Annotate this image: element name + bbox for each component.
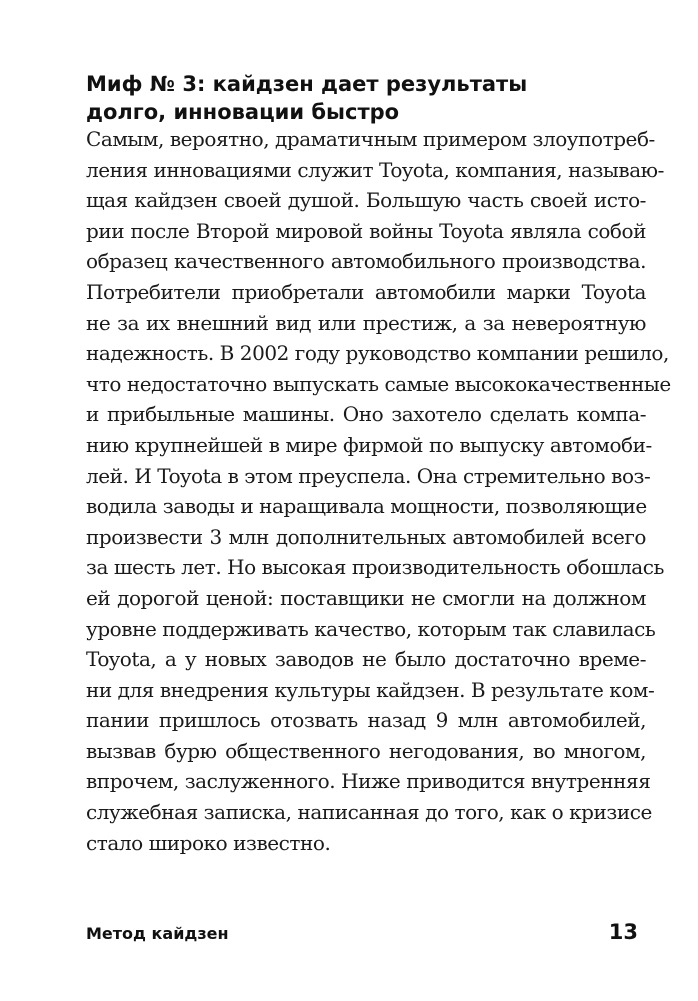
text-line: Потребители приобретали автомобили марки Toyota (86, 279, 646, 304)
text-line: не за их внешний вид или престиж, а за невероятную (86, 310, 646, 335)
text-line: щая кайдзен своей душой. Большую часть своей исто- (86, 188, 646, 213)
text-line: нию крупнейшей в мире фирмой по выпуску автомоби- (86, 432, 652, 457)
text-line: лей. И Toyota в этом преуспела. Она стремительно воз- (86, 463, 651, 488)
text-line: образец качественного автомобильного производства. (86, 249, 646, 274)
text-line: пании пришлось отозвать назад 9 млн автомобилей, (86, 708, 646, 733)
text-line: рии после Второй мировой войны Toyota являла собой (86, 218, 646, 243)
text-line: вызвав бурю общественного негодования, во многом, (86, 738, 646, 763)
text-line: надежность. В 2002 году руководство компании решило, (86, 341, 669, 366)
text-line: произвести 3 млн дополнительных автомобилей всего (86, 524, 646, 549)
text-line: стало широко известно. (86, 830, 331, 855)
page-number: 13 (608, 920, 638, 944)
body-paragraph (86, 124, 671, 858)
text-line: впрочем, заслуженного. Ниже приводится внутренняя (86, 769, 651, 794)
text-line: что недостаточно выпускать самые высококачественные (86, 371, 671, 396)
text-line: уровне поддерживать качество, которым так славилась (86, 616, 656, 641)
text-line: ей дорогой ценой: поставщики не смогли на должном (86, 585, 646, 610)
heading-line: Миф № 3: кайдзен дает результаты (86, 72, 528, 96)
text-line: водила заводы и наращивала мощности, позволяющие (86, 494, 647, 519)
running-footer-title: Метод кайдзен (86, 924, 229, 943)
text-line: и прибыльные машины. Оно захотело сделать компа- (86, 402, 646, 427)
text-line: ни для внедрения культуры кайдзен. В результате ком- (86, 677, 655, 702)
section-heading (86, 70, 646, 126)
text-line: служебная записка, написанная до того, как о кризисе (86, 800, 652, 825)
heading-line: долго, инновации быстро (86, 100, 400, 124)
text-line: Toyota, а у новых заводов не было достаточно време- (86, 647, 646, 672)
text-line: Самым, вероятно, драматичным примером злоупотреб- (86, 127, 655, 151)
text-line: ления инновациями служит Toyota, компания, называю- (86, 157, 664, 182)
text-line: за шесть лет. Но высокая производительность обошлась (86, 555, 664, 580)
